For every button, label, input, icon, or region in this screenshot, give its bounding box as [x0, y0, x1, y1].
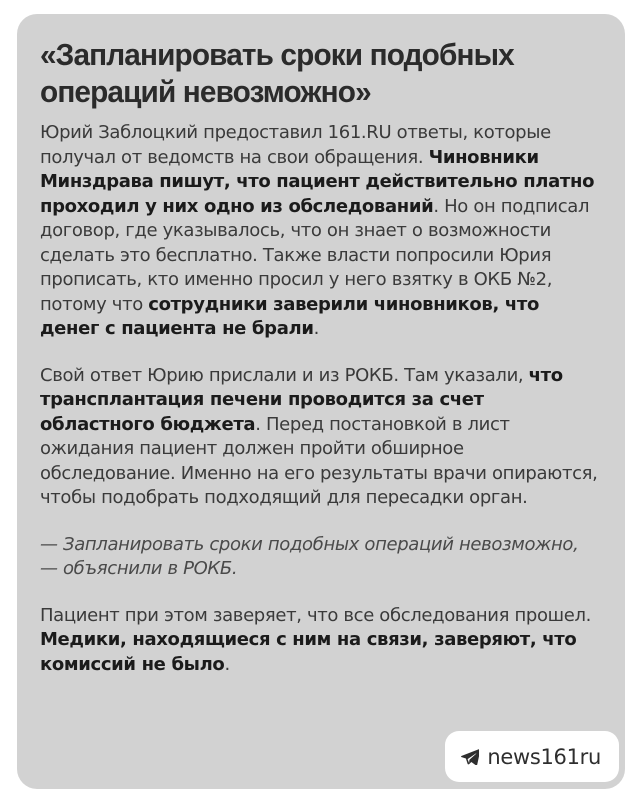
p2-text-1: Свой ответ Юрию прислали и из РОКБ. Там указали,	[40, 364, 529, 386]
p4-text-2: .	[224, 653, 230, 675]
p4-bold-1: Медики, находящиеся с ним на связи, заверяют, что комиссий не было	[40, 629, 577, 675]
paragraph-ministry-response	[40, 121, 599, 342]
p1-bold-2: сотрудники заверили чиновников, что денег с пациента не брали	[40, 293, 539, 339]
article-title: «Запланировать сроки подобных операций невозможно»	[40, 37, 514, 109]
channel-badge[interactable]	[445, 731, 619, 782]
article-card	[17, 14, 625, 789]
paragraph-rokb-response	[40, 364, 599, 511]
p1-text-2: . Но он подписал договор, где указывалось, что он знает о возможности сделать это бесплатно. Также власти попросили Юрия прописать, кто именно просил у него взятку в ОКБ №2, потому что	[40, 195, 590, 315]
paragraph-patient-claim	[40, 604, 599, 678]
p2-bold-1: что трансплантация печени проводится за счет областного бюджета	[40, 364, 563, 435]
p1-text-1: Юрий Заблоцкий предоставил 161.RU ответы, которые получал от ведомств на свои обращения.	[40, 122, 551, 168]
quote-rokb: — Запланировать сроки подобных операций невозможно, — объяснили в РОКБ.	[40, 533, 579, 579]
channel-name: news161ru	[487, 744, 601, 769]
p4-text-1: Пациент при этом заверяет, что все обследования прошел.	[40, 604, 591, 626]
p2-text-2: . Перед постановкой в лист ожидания пациент должен пройти обширное обследование. Именно на его результаты врачи опираются, чтобы подобрать подходящий для пересадки орган.	[40, 413, 598, 508]
telegram-plane-icon	[461, 749, 479, 765]
p1-bold-1: Чиновники Минздрава пишут, что пациент действительно платно проходил у них одно из обследований	[40, 146, 595, 217]
p1-text-3: .	[313, 318, 319, 339]
